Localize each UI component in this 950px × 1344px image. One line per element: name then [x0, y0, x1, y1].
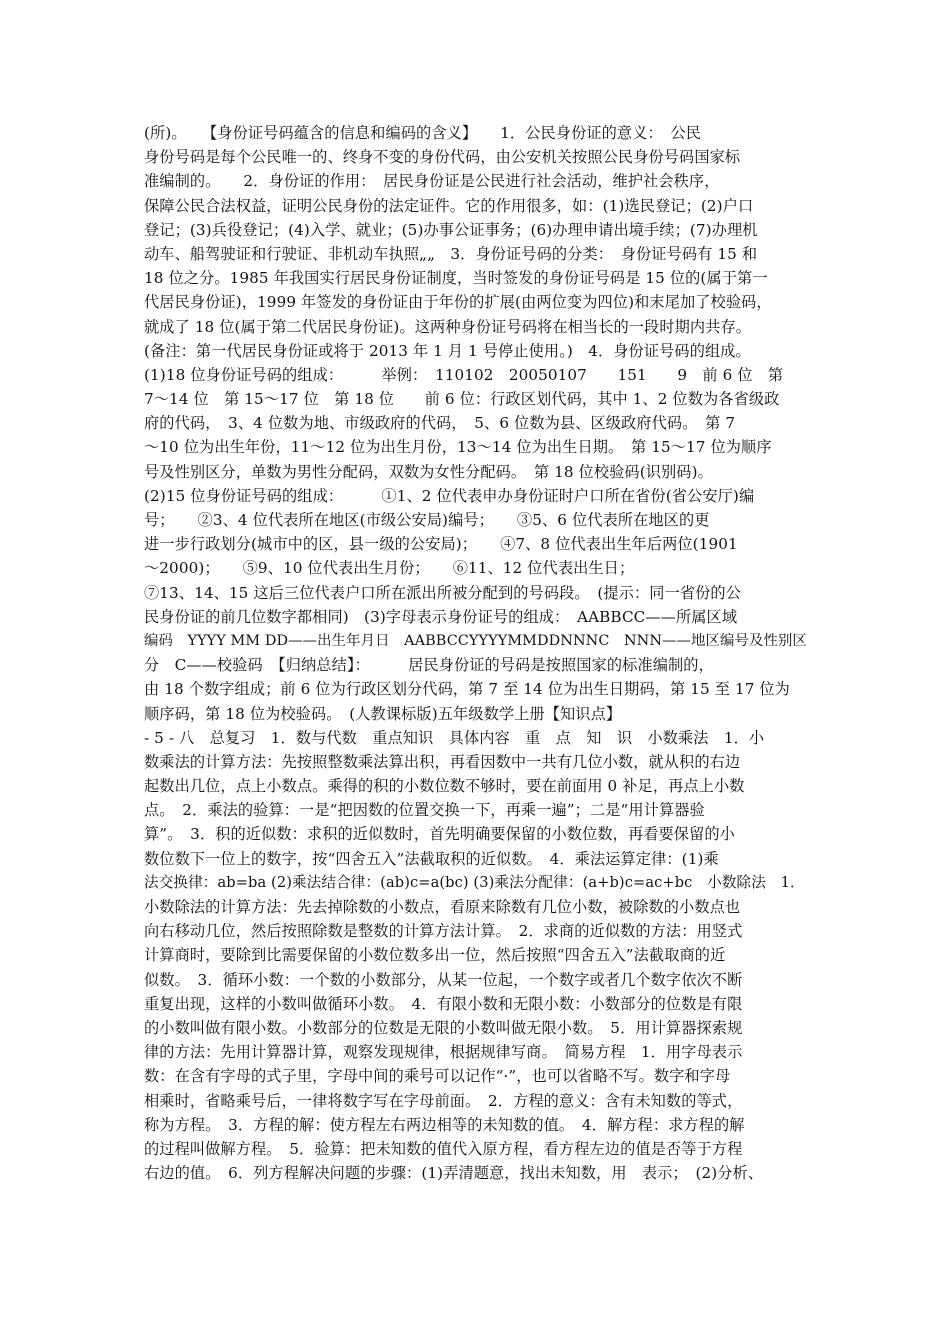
text-line: 18 位之分。1985 年我国实行居民身份证制度，当时签发的身份证号码是 15 位的(属于第一	[144, 269, 768, 288]
text-line: 府的代码， 3、4 位数为地、市级政府的代码， 5、6 位数为县、区级政府代码。 第 7	[144, 414, 736, 433]
text-line: 分 C——校验码 【归纳总结】： 居民身份证的号码是按照国家的标准编制的，	[144, 656, 714, 675]
text-line: 顺序码，第 18 位为校验码。 (人教课标版)五年级数学上册【知识点】	[144, 704, 622, 723]
text-line: 数位数下一位上的数字，按“四舍五入”法截取积的近似数。 4．乘法运算定律：(1)乘	[144, 849, 719, 868]
text-line: 数：在含有字母的式子里，字母中间的乘号可以记作“·”，也可以省略不写。数字和字母	[144, 1067, 731, 1086]
text-line: 点。 2．乘法的验算：一是“把因数的位置交换一下，再乘一遍”；二是“用计算器验	[144, 801, 705, 820]
text-line: 就成了 18 位(属于第二代居民身份证)。这两种身份证号码将在相当长的一段时期内共存。	[144, 317, 752, 336]
text-line: 称为方程。 3．方程的解：使方程左右两边相等的未知数的值。 4．解方程：求方程的解	[144, 1115, 745, 1134]
text-line: 似数。 3．循环小数：一个数的小数部分，从某一位起，一个数字或者几个数字依次不断	[144, 970, 743, 989]
text-line: 民身份证的前几位数字都相同) (3)字母表示身份证号的组成： AABBCC——所属区域	[144, 607, 738, 626]
text-line: 的过程叫做解方程。 5．验算：把未知数的值代入原方程，看方程左边的值是否等于方程	[144, 1139, 743, 1158]
text-line: (1)18 位身份证号码的组成： 举例： 110102 20050107 151 9 前 6 位 第	[144, 365, 784, 384]
text-line: ～10 位为出生年份，11～12 位为出生月份，13～14 位为出生日期。 第 15～17 位为顺序	[144, 438, 772, 457]
text-line: 准编制的。 2．身份证的作用： 居民身份证是公民进行社会活动，维护社会秩序，	[144, 172, 720, 191]
text-line: 保障公民合法权益，证明公民身份的法定证件。它的作用很多，如：(1)选民登记；(2)户口	[144, 196, 754, 215]
text-line: 数乘法的计算方法：先按照整数乘法算出积，再看因数中一共有几位小数，就从积的右边	[144, 752, 741, 771]
text-line: - 5 - 八 总复习 1．数与代数 重点知识 具体内容 重 点 知 识 小数乘法 1．小	[144, 728, 765, 747]
text-line: 起数出几位，点上小数点。乘得的积的小数位数不够时，要在前面用 0 补足，再点上小数	[144, 777, 745, 796]
text-line: 7～14 位 第 15～17 位 第 18 位 前 6 位：行政区划代码，其中 1、2 位数为各省级政	[144, 390, 780, 409]
text-line: 代居民身份证)，1999 年签发的身份证由于年份的扩展(由两位变为四位)和末尾加了校验码，	[144, 293, 772, 312]
text-line: 法交换律：ab=ba (2)乘法结合律：(ab)c=a(bc) (3)乘法分配律：(a+b)c=ac+bc 小数除法 1．	[144, 873, 805, 891]
text-line: 动车、船驾驶证和行驶证、非机动车执照„„ 3．身份证号码的分类： 身份证号码有 15 和	[144, 244, 758, 263]
text-line: 计算商时，要除到比需要保留的小数位数多出一位，然后按照“四舍五入”法截取商的近	[144, 946, 726, 965]
text-line: 进一步行政划分(城市中的区，县一级的公安局)； ④7、8 位代表出生年后两位(1901	[144, 535, 738, 554]
text-line: 右边的值。 6．列方程解决问题的步骤：(1)弄清题意，找出未知数，用 表示； (2)分析、	[144, 1164, 764, 1183]
text-line: (所)。 【身份证号码蕴含的信息和编码的含义】 1．公民身份证的意义： 公民	[144, 124, 702, 142]
text-line: 的小数叫做有限小数。小数部分的位数是无限的小数叫做无限小数。 5．用计算器探索规	[144, 1018, 743, 1037]
document-body-text	[144, 121, 807, 1185]
text-line: 号； ②3、4 位代表所在地区(市级公安局)编号； ③5、6 位代表所在地区的更	[144, 511, 710, 529]
text-line: (备注：第一代居民身份证或将于 2013 年 1 月 1 号停止使用。) 4．身份证号码的组成。	[144, 341, 751, 360]
text-line: 小数除法的计算方法：先去掉除数的小数点，看原来除数有几位小数，被除数的小数点也	[144, 898, 741, 916]
text-line: 由 18 个数字组成；前 6 位为行政区划分代码，第 7 至 14 位为出生日期码，第 15 至 17 位为	[144, 680, 790, 699]
text-line: 重复出现，这样的小数叫做循环小数。 4．有限小数和无限小数：小数部分的位数是有限	[144, 994, 743, 1013]
text-line: 号及性别区分，单数为男性分配码，双数为女性分配码。 第 18 位校验码(识别码)。	[144, 462, 713, 481]
text-line: 身份号码是每个公民唯一的、终身不变的身份代码，由公安机关按照公民身份号码国家标	[144, 148, 741, 167]
text-line: ⑦13、14、15 这后三位代表户口所在派出所被分配到的号码段。 (提示：同一省份的公	[144, 583, 741, 602]
text-line: 编码 YYYY MM DD——出生年月日 AABBCCYYYYMMDDNNNC NNN——地区编号及性别区	[144, 632, 807, 649]
text-line: 向右移动几位，然后按照除数是整数的计算方法计算。 2．求商的近似数的方法：用竖式	[144, 922, 743, 941]
text-line: 登记；(3)兵役登记；(4)入学、就业；(5)办事公证事务；(6)办理申请出境手续；(7)办理机	[144, 220, 758, 239]
text-line: ～2000)； ⑤9、10 位代表出生月份； ⑥11、12 位代表出生日；	[144, 559, 635, 578]
text-line: 算”。 3．积的近似数：求积的近似数时，首先明确要保留的小数位数，再看要保留的小	[144, 825, 735, 844]
text-line: 律的方法：先用计算器计算，观察发现规律，根据规律写商。 简易方程 1．用字母表示	[144, 1043, 743, 1062]
text-line: (2)15 位身份证号码的组成： ①1、2 位代表申办身份证时户口所在省份(省公安厅)编	[144, 486, 755, 505]
text-line: 相乘时，省略乘号后，一律将数字写在字母前面。 2．方程的意义：含有未知数的等式，	[144, 1091, 743, 1110]
